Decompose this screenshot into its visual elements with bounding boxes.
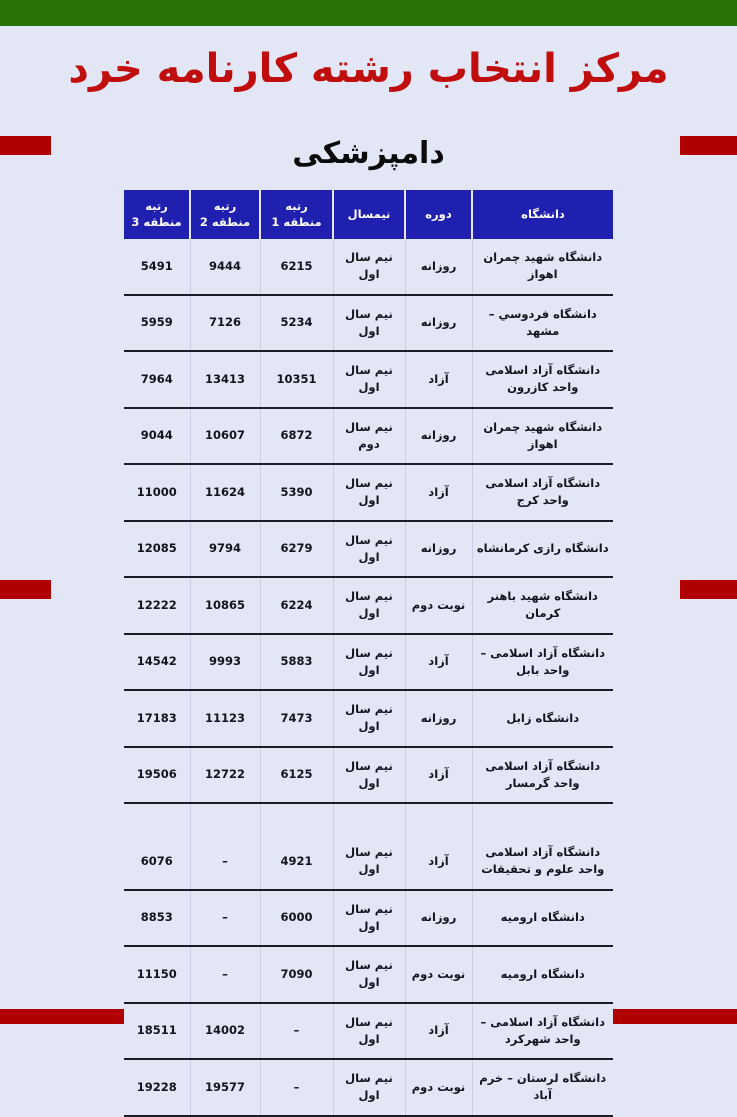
cell-rank-zone1: 10351 [260, 351, 333, 408]
cell-rank-zone1: 7473 [260, 690, 333, 747]
cell-university: دانشگاه ارومیه [472, 946, 613, 1003]
table-row[interactable] [124, 946, 613, 1003]
cell-rank-zone1: – [260, 1059, 333, 1116]
cell-rank-zone2: 9444 [190, 239, 260, 295]
cell-rank-zone3: 18511 [124, 1003, 190, 1060]
rank-table-container [124, 190, 613, 1117]
cell-rank-zone2: 14002 [190, 1003, 260, 1060]
cell-rank-zone1: 6872 [260, 408, 333, 465]
table-header-row [124, 190, 613, 239]
table-body [124, 239, 613, 1116]
cell-rank-zone2: – [190, 803, 260, 890]
cell-period: نوبت دوم [405, 946, 472, 1003]
cell-semester: نیم سال اول [333, 295, 405, 352]
table-row[interactable] [124, 690, 613, 747]
cell-rank-zone1: 7090 [260, 946, 333, 1003]
cell-period: روزانه [405, 239, 472, 295]
cell-rank-zone2: – [190, 946, 260, 1003]
cell-period: آزاد [405, 1003, 472, 1060]
cell-rank-zone2: 9794 [190, 521, 260, 578]
cell-rank-zone3: 19228 [124, 1059, 190, 1116]
cell-university: دانشگاه لرستان – خرم آباد [472, 1059, 613, 1116]
cell-university: دانشگاه شهید چمران اهواز [472, 239, 613, 295]
cell-rank-zone3: 17183 [124, 690, 190, 747]
cell-university: دانشگاه فردوسي – مشهد [472, 295, 613, 352]
cell-semester: نیم سال اول [333, 464, 405, 521]
cell-rank-zone1: 5883 [260, 634, 333, 691]
column-header-rank-zone1 [260, 190, 333, 239]
cell-semester: نیم سال اول [333, 803, 405, 890]
column-header-rank-zone3 [124, 190, 190, 239]
cell-rank-zone3: 12085 [124, 521, 190, 578]
cell-university: دانشگاه آزاد اسلامی واحد علوم و تحقیقات [472, 803, 613, 890]
cell-semester: نیم سال اول [333, 577, 405, 634]
table-row[interactable] [124, 351, 613, 408]
cell-rank-zone1: 6279 [260, 521, 333, 578]
accent-bar-right-lower [680, 580, 737, 599]
cell-period: آزاد [405, 747, 472, 804]
rank-zone1-label-line1: رتبه [285, 199, 308, 213]
cell-semester: نیم سال اول [333, 239, 405, 295]
cell-rank-zone3: 11000 [124, 464, 190, 521]
table-row[interactable] [124, 803, 613, 890]
cell-university: دانشگاه شهید باهنر کرمان [472, 577, 613, 634]
cell-rank-zone1: 6215 [260, 239, 333, 295]
cell-period: روزانه [405, 408, 472, 465]
cell-semester: نیم سال اول [333, 1003, 405, 1060]
page-subtitle: دامپزشکی [292, 136, 445, 171]
cell-semester: نیم سال اول [333, 890, 405, 947]
cell-period: روزانه [405, 690, 472, 747]
cell-rank-zone2: 13413 [190, 351, 260, 408]
top-green-bar [0, 0, 737, 26]
cell-rank-zone1: 5234 [260, 295, 333, 352]
cell-rank-zone3: 6076 [124, 803, 190, 890]
rank-zone3-label-line1: رتبه [145, 199, 168, 213]
cell-rank-zone1: 6125 [260, 747, 333, 804]
rank-zone2-label-line1: رتبه [213, 199, 237, 213]
cell-rank-zone3: 19506 [124, 747, 190, 804]
cell-rank-zone2: 12722 [190, 747, 260, 804]
cell-rank-zone2: 10607 [190, 408, 260, 465]
cell-rank-zone2: 7126 [190, 295, 260, 352]
cell-university: دانشگاه آزاد اسلامی – واحد بابل [472, 634, 613, 691]
cell-university: دانشگاه آزاد اسلامی واحد کرج [472, 464, 613, 521]
table-row[interactable] [124, 408, 613, 465]
cell-rank-zone2: 11624 [190, 464, 260, 521]
cell-rank-zone2: 11123 [190, 690, 260, 747]
admission-rank-table [124, 190, 613, 1117]
rank-zone2-label-line2: منطقه 2 [199, 214, 251, 229]
cell-rank-zone1: 4921 [260, 803, 333, 890]
column-header-semester: نیمسال [333, 190, 405, 239]
cell-period: روزانه [405, 890, 472, 947]
cell-rank-zone2: 19577 [190, 1059, 260, 1116]
cell-university: دانشگاه رازی کرمانشاه [472, 521, 613, 578]
cell-semester: نیم سال اول [333, 946, 405, 1003]
table-row[interactable] [124, 747, 613, 804]
cell-period: نوبت دوم [405, 1059, 472, 1116]
cell-university: دانشگاه ارومیه [472, 890, 613, 947]
cell-period: آزاد [405, 634, 472, 691]
cell-semester: نیم سال اول [333, 351, 405, 408]
cell-rank-zone3: 14542 [124, 634, 190, 691]
cell-rank-zone1: 6000 [260, 890, 333, 947]
cell-semester: نیم سال اول [333, 747, 405, 804]
cell-semester: نیم سال اول [333, 690, 405, 747]
cell-period: آزاد [405, 803, 472, 890]
cell-rank-zone3: 11150 [124, 946, 190, 1003]
cell-semester: نیم سال اول [333, 634, 405, 691]
table-row[interactable] [124, 1003, 613, 1060]
cell-rank-zone2: – [190, 890, 260, 947]
cell-rank-zone3: 5959 [124, 295, 190, 352]
column-header-period: دوره [405, 190, 472, 239]
accent-bar-left-lower [0, 580, 51, 599]
cell-rank-zone3: 8853 [124, 890, 190, 947]
table-row[interactable] [124, 464, 613, 521]
table-row[interactable] [124, 239, 613, 295]
table-row[interactable] [124, 521, 613, 578]
rank-zone1-label-line2: منطقه 1 [271, 214, 322, 229]
cell-period: آزاد [405, 351, 472, 408]
table-row[interactable] [124, 1059, 613, 1116]
cell-semester: نیم سال دوم [333, 408, 405, 465]
column-header-rank-zone2 [190, 190, 260, 239]
cell-rank-zone2: 9993 [190, 634, 260, 691]
cell-rank-zone3: 12222 [124, 577, 190, 634]
cell-university: دانشگاه آزاد اسلامی – واحد شهرکرد [472, 1003, 613, 1060]
cell-semester: نیم سال اول [333, 521, 405, 578]
cell-university: دانشگاه زابل [472, 690, 613, 747]
cell-university: دانشگاه شهید چمران اهواز [472, 408, 613, 465]
cell-semester: نیم سال اول [333, 1059, 405, 1116]
cell-rank-zone2: 10865 [190, 577, 260, 634]
table-row[interactable] [124, 890, 613, 947]
cell-period: روزانه [405, 521, 472, 578]
table-row[interactable] [124, 634, 613, 691]
cell-rank-zone3: 9044 [124, 408, 190, 465]
rank-zone3-label-line2: منطقه 3 [131, 214, 182, 229]
table-row[interactable] [124, 577, 613, 634]
cell-university: دانشگاه آزاد اسلامی واحد کازرون [472, 351, 613, 408]
cell-rank-zone3: 5491 [124, 239, 190, 295]
cell-rank-zone1: – [260, 1003, 333, 1060]
column-header-university: دانشگاه [472, 190, 613, 239]
cell-university: دانشگاه آزاد اسلامی واحد گرمسار [472, 747, 613, 804]
cell-period: نوبت دوم [405, 577, 472, 634]
page-title: مرکز انتخاب رشته کارنامه خرد [68, 46, 669, 92]
cell-period: آزاد [405, 464, 472, 521]
cell-rank-zone1: 6224 [260, 577, 333, 634]
cell-rank-zone1: 5390 [260, 464, 333, 521]
cell-rank-zone3: 7964 [124, 351, 190, 408]
table-row[interactable] [124, 295, 613, 352]
cell-period: روزانه [405, 295, 472, 352]
